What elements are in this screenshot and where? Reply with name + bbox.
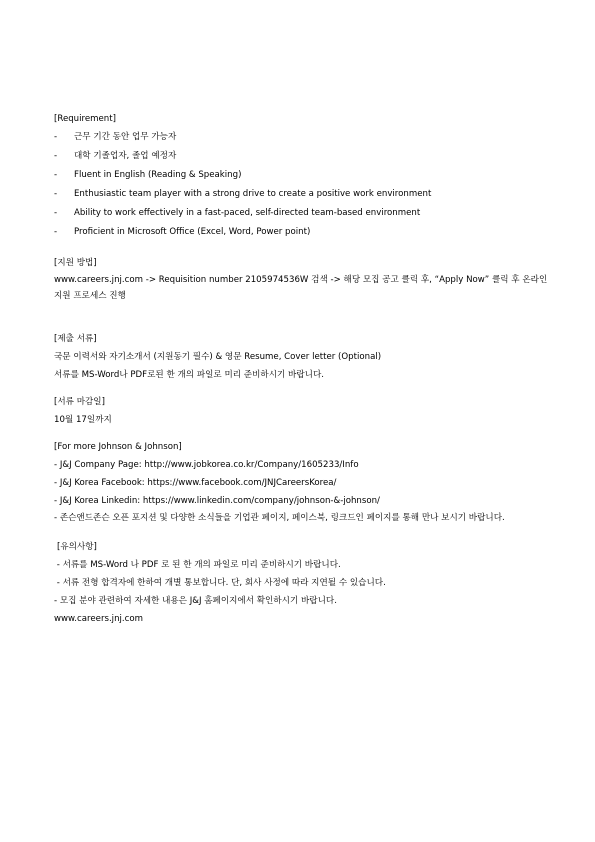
notice-line: - 모집 분야 관련하여 자세한 내용은 J&J 홈페이지에서 확인하시기 바랍니다. <box>54 596 337 606</box>
documents-line: 국문 이력서와 자기소개서 (지원동기 필수) & 영문 Resume, Cover letter (Optional) <box>54 352 382 362</box>
notice-line: - 서류를 MS-Word 나 PDF 로 된 한 개의 파일로 미리 준비하시기 바랍니다. <box>54 560 341 570</box>
linkedin-link: - J&J Korea Linkedin: https://www.linkedin.com/company/johnson-&-johnson/ <box>54 496 380 506</box>
more-note: - 존슨앤드존슨 오픈 포지션 및 다양한 소식들을 기업관 페이지, 페이스북, 링크드인 페이지를 통해 만나 보시기 바랍니다. <box>54 513 505 523</box>
bullet-dash: - <box>54 189 58 199</box>
requirement-item: - 근무 기간 동안 업무 가능자 <box>54 128 549 147</box>
requirement-item: - Proficient in Microsoft Office (Excel, Word, Power point) <box>54 223 549 242</box>
requirement-item: - Ability to work effectively in a fast-paced, self-directed team-based environment <box>54 204 549 223</box>
company-page-link: - J&J Company Page: http://www.jobkorea.co.kr/Company/1605233/Info <box>54 460 359 470</box>
documents-heading: [제출 서류] <box>54 334 97 344</box>
bullet-dash: - <box>54 132 58 142</box>
requirement-item: - 대학 기졸업자, 졸업 예정자 <box>54 147 549 166</box>
apply-instructions: www.careers.jnj.com -> Requisition number 2105974536W 검색 -> 해당 모집 공고 클릭 후, “Apply Now” 클릭 후 온라인 지원 프로세스 진행 <box>54 275 548 301</box>
requirement-item: - Fluent in English (Reading & Speaking) <box>54 166 549 185</box>
deadline-heading: [서류 마감일] <box>54 397 105 407</box>
bullet-dash: - <box>54 151 58 161</box>
requirement-list <box>54 128 549 242</box>
documents-line: 서류를 MS-Word나 PDF로된 한 개의 파일로 미리 준비하시기 바랍니다. <box>54 370 324 380</box>
document-body <box>54 110 549 628</box>
facebook-link: - J&J Korea Facebook: https://www.facebook.com/JNJCareersKorea/ <box>54 478 337 488</box>
bullet-dash: - <box>54 170 58 180</box>
apply-heading: [지원 방법] <box>54 258 97 268</box>
requirement-item: - Enthusiastic team player with a strong drive to create a positive work environment <box>54 185 549 204</box>
more-heading: [For more Johnson & Johnson] <box>54 442 182 452</box>
bullet-dash: - <box>54 227 58 237</box>
notice-line: - 서류 전형 합격자에 한하여 개별 통보합니다. 단, 회사 사정에 따라 지연될 수 있습니다. <box>54 578 386 588</box>
deadline-date: 10월 17일까지 <box>54 415 112 425</box>
careers-url: www.careers.jnj.com <box>54 614 143 624</box>
requirement-heading: [Requirement] <box>54 114 116 124</box>
bullet-dash: - <box>54 208 58 218</box>
notice-heading: [유의사항] <box>57 542 97 552</box>
